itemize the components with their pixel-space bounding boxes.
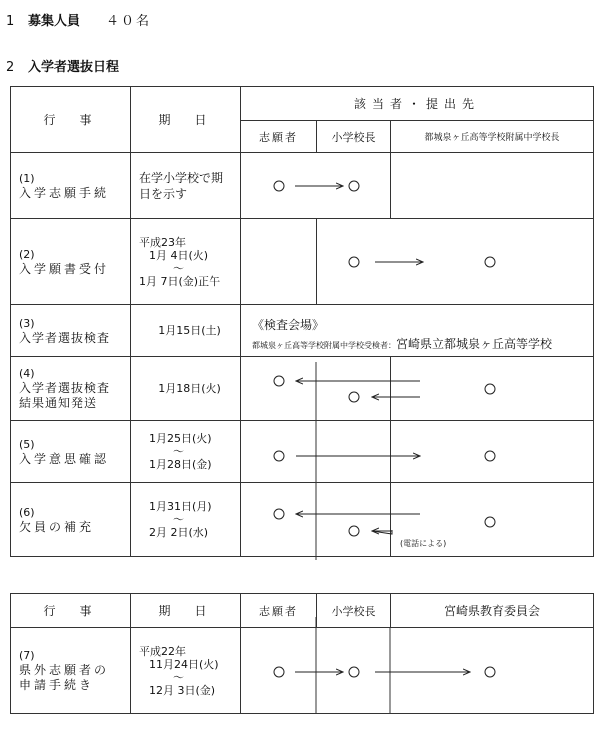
header-applicant: 志願者 — [241, 121, 317, 153]
row-number: (1) — [19, 171, 35, 185]
out-of-prefecture-table — [10, 593, 594, 714]
event-name: 入学志願手続 — [19, 185, 110, 200]
table-row — [11, 483, 594, 557]
date-line: 日を示す — [139, 186, 188, 201]
table-row — [11, 153, 594, 219]
row-number: (3) — [19, 316, 35, 330]
header-event: 行 事 — [11, 594, 131, 628]
date-line: 〜 — [173, 445, 184, 458]
recipient-cell — [391, 421, 594, 483]
row-number: (5) — [19, 437, 35, 451]
header-elementary-principal: 小学校長 — [317, 121, 391, 153]
header-board-of-education: 宮崎県教育委員会 — [391, 594, 594, 628]
date-line: 12月 3日(金) — [149, 683, 216, 697]
header-recipient-group: 該当者・提出先 — [241, 87, 594, 121]
event-name: 入学願書受付 — [19, 261, 110, 276]
event-name: 県外志願者の — [19, 663, 110, 677]
event-name: 申請手続き — [19, 678, 95, 692]
event-name: 入学者選抜検査 — [19, 330, 111, 345]
recipient-cell — [241, 153, 391, 219]
date-line: 1月18日(火) — [158, 382, 221, 395]
row-number: (6) — [19, 505, 35, 519]
date-line: 平成23年 — [139, 235, 186, 249]
recipient-cell — [241, 219, 317, 305]
date-line: 11月24日(火) — [149, 657, 219, 671]
header-date: 期 日 — [131, 594, 241, 628]
date-line: 1月31日(月) — [149, 500, 212, 513]
recipient-cell — [241, 483, 391, 557]
header-date: 期 日 — [131, 87, 241, 153]
recipient-cell — [241, 357, 391, 421]
exam-venue-name: 宮崎県立都城泉ヶ丘高等学校 — [396, 337, 553, 351]
event-name: 入学意思確認 — [19, 451, 110, 466]
date-line: 1月15日(土) — [158, 324, 221, 337]
exam-venue-prefix: 都城泉ヶ丘高等学校附属中学校受検者： — [252, 341, 396, 350]
section-recruitment — [6, 10, 151, 29]
event-name: 結果通知発送 — [19, 396, 98, 410]
table-row — [11, 219, 594, 305]
section-title: 募集人員 — [28, 14, 81, 29]
date-line: 〜 — [173, 513, 184, 526]
date-line: 〜 — [173, 670, 184, 684]
date-line: 在学小学校で期 — [139, 170, 224, 185]
row-number: (2) — [19, 247, 35, 261]
exam-venue-title: 《検査会場》 — [252, 318, 325, 332]
date-line: 平成22年 — [139, 644, 186, 658]
row-number: (4) — [19, 367, 35, 380]
section-number: 1 — [6, 14, 15, 29]
date-line: 2月 2日(水) — [149, 526, 209, 539]
date-line: 1月28日(金) — [149, 458, 212, 471]
recipient-cell — [317, 219, 594, 305]
section-schedule — [6, 56, 119, 75]
header-school-principal: 都城泉ヶ丘高等学校附属中学校長 — [391, 121, 594, 153]
section-title: 入学者選抜日程 — [28, 60, 120, 75]
header-elementary-principal: 小学校長 — [317, 594, 391, 628]
phone-note: (電話による) — [400, 539, 447, 548]
row-number: (7) — [19, 649, 35, 662]
date-line: 1月25日(火) — [149, 432, 212, 445]
recipient-cell — [391, 153, 594, 219]
date-line: 1月 7日(金)正午 — [139, 274, 221, 288]
event-name: 入学者選抜検査 — [19, 381, 111, 395]
header-event: 行 事 — [11, 87, 131, 153]
table-row — [11, 357, 594, 421]
event-name: 欠員の補充 — [19, 519, 95, 534]
table-row — [11, 421, 594, 483]
recipient-cell — [241, 628, 594, 714]
date-line: 〜 — [173, 261, 184, 275]
recipient-cell — [241, 421, 391, 483]
recruitment-count: ４０名 — [106, 14, 152, 29]
header-applicant: 志願者 — [241, 594, 317, 628]
exam-venue-note — [252, 316, 552, 352]
date-line: 1月 4日(火) — [149, 248, 209, 262]
section-number: 2 — [6, 60, 15, 75]
recipient-cell — [391, 357, 594, 421]
table-row — [11, 628, 594, 714]
